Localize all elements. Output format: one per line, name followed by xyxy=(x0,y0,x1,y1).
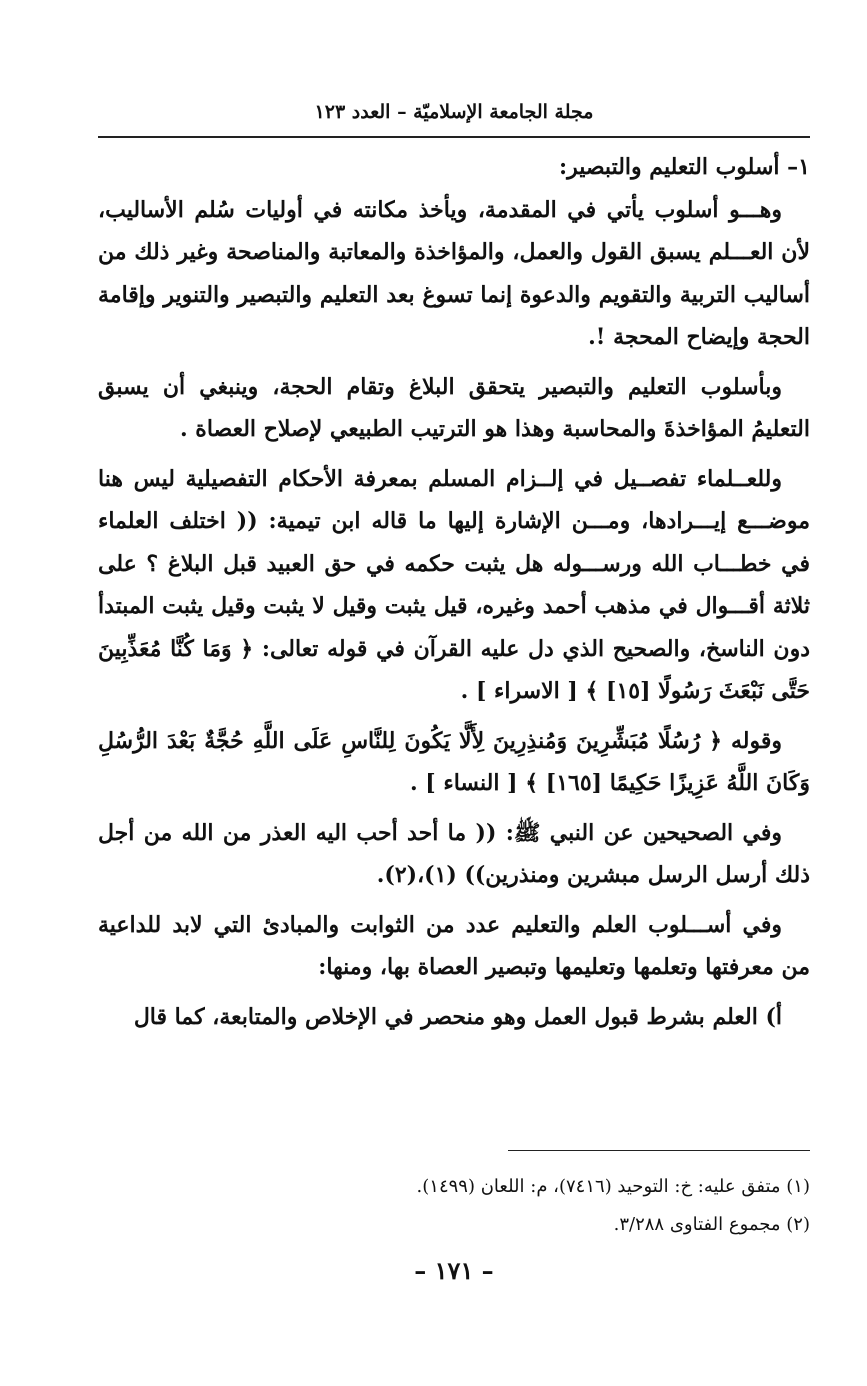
footnote-1: (١) متفق عليه: خ: التوحيد (٧٤١٦)، م: اللعان (١٤٩٩). xyxy=(416,1176,810,1197)
paragraph-4: وقوله ﴿ رُسُلًا مُبَشِّرِينَ وَمُنذِرِينَ لِأَلَّا يَكُونَ لِلنَّاسِ عَلَى اللَّهِ حُجَّةٌ بَعْدَ الرُّسُلِ وَكَانَ اللَّهُ عَزِيزًا حَكِيمًا [١٦٥] ﴾ [ النساء ] . xyxy=(98,727,810,796)
main-text xyxy=(98,146,810,1038)
paragraph-3: وللعــلماء تفصــيل في إلــزام المسلم بمعرفة الأحكام التفصيلية ليس هنا موضـــع إيـــرادها، ومـــن الإشارة إليها ما قاله ابن تيمية: (( اختلف العلماء في خطـــاب الله ورســـوله هل يثبت حكمه في حق العبيد قبل البلاغ ؟ على ثلاثة أقـــوال في مذهب أحمد وغيره، قيل يثبت وقيل لا يثبت وقيل يثبت المبتدأ دون الناسخ، والصحيح الذي دل عليه القرآن في قوله تعالى: ﴿ وَمَا كُنَّا مُعَذِّبِينَ حَتَّى نَبْعَثَ رَسُولًا [١٥] ﴾ [ الاسراء ] . xyxy=(98,465,811,704)
footnote-2: (٢) مجموع الفتاوى ٣/٢٨٨. xyxy=(613,1214,810,1235)
paragraph-5: وفي الصحيحين عن النبي ﷺ: (( ما أحد أحب اليه العذر من الله من أجل ذلك أرسل الرسل مبشرين ومنذرين)) (١)،(٢). xyxy=(98,819,810,888)
paragraph-7: أ) العلم بشرط قبول العمل وهو منحصر في الإخلاص والمتابعة، كما قال xyxy=(133,1003,782,1030)
paragraph-1: وهـــو أسلوب يأتي في المقدمة، ويأخذ مكانته في أوليات سُلم الأساليب، لأن العـــلم يسبق القول والعمل، والمؤاخذة والمعاتبة والمناصحة وغير ذلك من أساليب التربية والتقويم والدعوة إنما تسوغ بعد التعليم والتبصير والتنوير وإقامة الحجة وإيضاح المحجة !. xyxy=(98,196,810,350)
footnotes xyxy=(98,1168,810,1244)
running-header: مجلة الجامعة الإسلاميّة – العدد ١٢٣ xyxy=(314,101,594,123)
section-title: ١– أسلوب التعليم والتبصير: xyxy=(558,154,810,180)
header-rule xyxy=(98,136,810,138)
paragraph-6: وفي أســـلوب العلم والتعليم عدد من الثوابت والمبادئ التي لابد للداعية من معرفتها وتعلمها وتعليمها وتبصير العصاة بها، ومنها: xyxy=(98,911,810,980)
page-number: – ١٧١ – xyxy=(414,1256,494,1285)
footnote-rule xyxy=(508,1150,810,1151)
paragraph-2: وبأسلوب التعليم والتبصير يتحقق البلاغ وتقام الحجة، وينبغي أن يسبق التعليمُ المؤاخذةَ والمحاسبة وهذا هو الترتيب الطبيعي لإصلاح العصاة . xyxy=(98,373,810,442)
